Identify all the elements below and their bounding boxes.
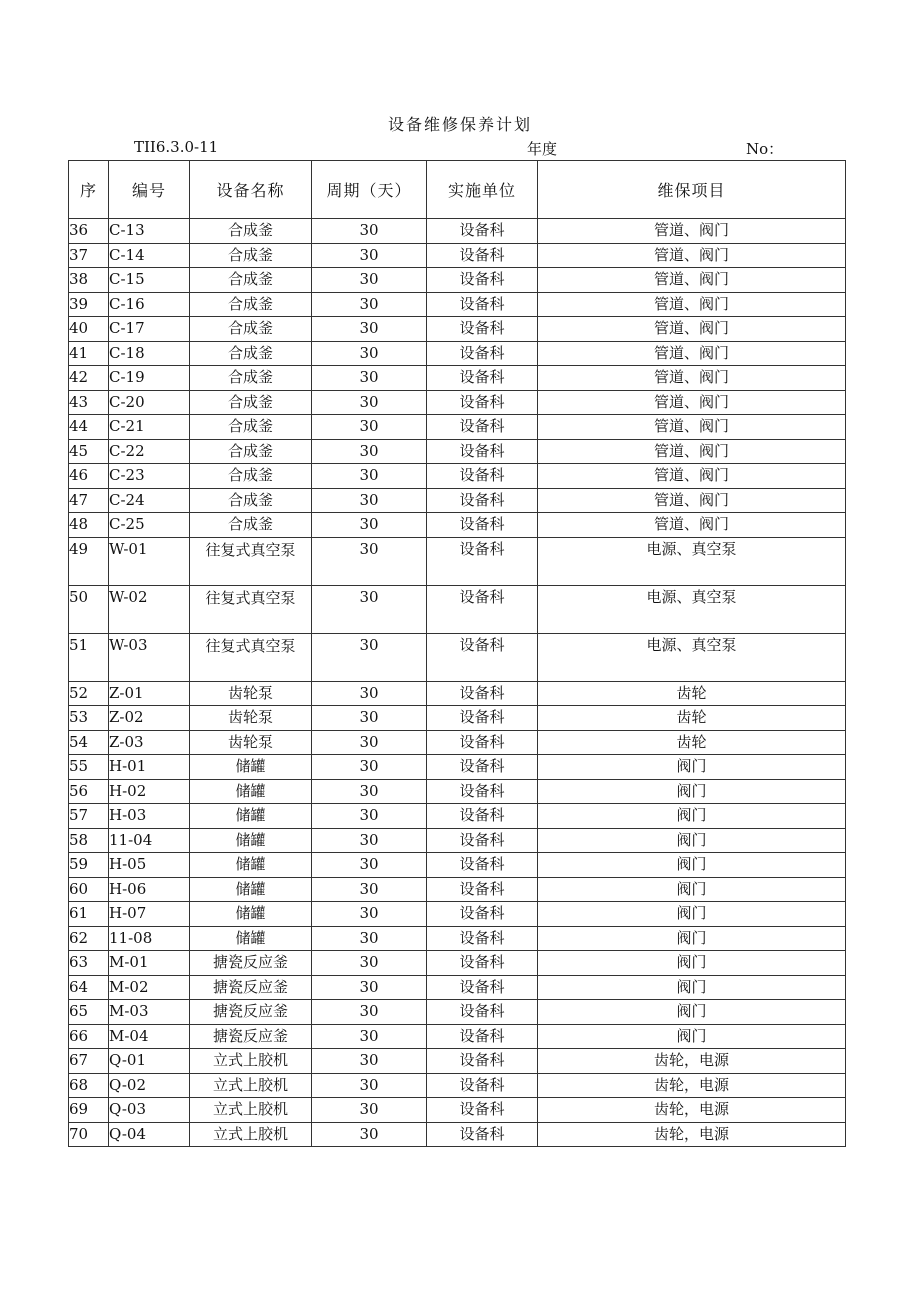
cell-maintenance-item: 阀门: [538, 877, 846, 902]
cell-cycle-days: 30: [312, 317, 427, 342]
cell-maintenance-item: 阀门: [538, 804, 846, 829]
cell-cycle-days: 30: [312, 1098, 427, 1123]
cell-cycle-days: 30: [312, 439, 427, 464]
cell-seq: 67: [69, 1049, 109, 1074]
table-row: [69, 464, 846, 489]
cell-maintenance-item: 电源、真空泵: [538, 633, 846, 681]
cell-code: H-05: [109, 853, 190, 878]
table-row: [69, 439, 846, 464]
cell-equipment-name: 合成釜: [190, 317, 312, 342]
cell-cycle-days: 30: [312, 951, 427, 976]
cell-unit: 设备科: [427, 415, 538, 440]
cell-equipment-name: 储罐: [190, 926, 312, 951]
cell-equipment-name: 合成釜: [190, 513, 312, 538]
cell-cycle-days: 30: [312, 292, 427, 317]
cell-seq: 47: [69, 488, 109, 513]
cell-cycle-days: 30: [312, 513, 427, 538]
table-row: [69, 513, 846, 538]
cell-seq: 69: [69, 1098, 109, 1123]
cell-code: Q-04: [109, 1122, 190, 1147]
cell-cycle-days: 30: [312, 755, 427, 780]
cell-cycle-days: 30: [312, 902, 427, 927]
cell-cycle-days: 30: [312, 366, 427, 391]
cell-cycle-days: 30: [312, 585, 427, 633]
cell-seq: 51: [69, 633, 109, 681]
table-row: [69, 390, 846, 415]
cell-code: H-06: [109, 877, 190, 902]
cell-unit: 设备科: [427, 537, 538, 585]
number-label: No：: [746, 140, 784, 158]
cell-maintenance-item: 齿轮，电源: [538, 1122, 846, 1147]
table-row: [69, 681, 846, 706]
cell-code: Z-02: [109, 706, 190, 731]
cell-maintenance-item: 管道、阀门: [538, 292, 846, 317]
cell-seq: 55: [69, 755, 109, 780]
cell-seq: 64: [69, 975, 109, 1000]
cell-code: W-03: [109, 633, 190, 681]
cell-maintenance-item: 阀门: [538, 975, 846, 1000]
cell-equipment-name: 齿轮泵: [190, 706, 312, 731]
table-row: [69, 975, 846, 1000]
cell-code: C-20: [109, 390, 190, 415]
cell-maintenance-item: 阀门: [538, 755, 846, 780]
cell-code: Z-03: [109, 730, 190, 755]
cell-seq: 60: [69, 877, 109, 902]
cell-unit: 设备科: [427, 292, 538, 317]
cell-equipment-name: 储罐: [190, 804, 312, 829]
table-row: [69, 951, 846, 976]
cell-code: Q-03: [109, 1098, 190, 1123]
cell-cycle-days: 30: [312, 975, 427, 1000]
maintenance-plan-table: [68, 160, 846, 1147]
cell-maintenance-item: 电源、真空泵: [538, 537, 846, 585]
cell-equipment-name: 储罐: [190, 828, 312, 853]
cell-unit: 设备科: [427, 1000, 538, 1025]
cell-code: C-18: [109, 341, 190, 366]
cell-equipment-name: 储罐: [190, 779, 312, 804]
table-row: [69, 1098, 846, 1123]
cell-cycle-days: 30: [312, 415, 427, 440]
cell-cycle-days: 30: [312, 779, 427, 804]
table-row: [69, 804, 846, 829]
table-row: [69, 585, 846, 633]
cell-equipment-name: 立式上胶机: [190, 1049, 312, 1074]
cell-code: Z-01: [109, 681, 190, 706]
cell-seq: 38: [69, 268, 109, 293]
cell-cycle-days: 30: [312, 706, 427, 731]
table-row: [69, 755, 846, 780]
cell-seq: 53: [69, 706, 109, 731]
cell-code: H-01: [109, 755, 190, 780]
table-row: [69, 341, 846, 366]
cell-equipment-name: 立式上胶机: [190, 1122, 312, 1147]
cell-code: M-02: [109, 975, 190, 1000]
cell-seq: 44: [69, 415, 109, 440]
year-label: 年度: [527, 140, 558, 158]
cell-seq: 49: [69, 537, 109, 585]
cell-maintenance-item: 管道、阀门: [538, 415, 846, 440]
cell-unit: 设备科: [427, 730, 538, 755]
cell-equipment-name: 合成釜: [190, 366, 312, 391]
cell-seq: 41: [69, 341, 109, 366]
cell-equipment-name: 储罐: [190, 853, 312, 878]
cell-maintenance-item: 阀门: [538, 828, 846, 853]
cell-cycle-days: 30: [312, 1073, 427, 1098]
cell-code: C-21: [109, 415, 190, 440]
cell-unit: 设备科: [427, 1024, 538, 1049]
cell-equipment-name: 储罐: [190, 902, 312, 927]
cell-unit: 设备科: [427, 975, 538, 1000]
cell-unit: 设备科: [427, 926, 538, 951]
table-row: [69, 268, 846, 293]
cell-equipment-name: 往复式真空泵: [190, 537, 312, 585]
cell-equipment-name: 合成釜: [190, 464, 312, 489]
cell-code: C-15: [109, 268, 190, 293]
cell-seq: 54: [69, 730, 109, 755]
cell-unit: 设备科: [427, 464, 538, 489]
table-row: [69, 415, 846, 440]
cell-equipment-name: 合成釜: [190, 268, 312, 293]
table-row: [69, 1122, 846, 1147]
cell-code: H-03: [109, 804, 190, 829]
cell-seq: 62: [69, 926, 109, 951]
cell-maintenance-item: 管道、阀门: [538, 219, 846, 244]
cell-maintenance-item: 管道、阀门: [538, 366, 846, 391]
table-row: [69, 706, 846, 731]
cell-equipment-name: 合成釜: [190, 341, 312, 366]
cell-unit: 设备科: [427, 902, 538, 927]
cell-seq: 56: [69, 779, 109, 804]
cell-cycle-days: 30: [312, 341, 427, 366]
cell-maintenance-item: 齿轮，电源: [538, 1049, 846, 1074]
cell-equipment-name: 储罐: [190, 877, 312, 902]
cell-maintenance-item: 管道、阀门: [538, 317, 846, 342]
cell-unit: 设备科: [427, 488, 538, 513]
header-cycle: 周期（天）: [312, 161, 427, 219]
cell-maintenance-item: 阀门: [538, 1024, 846, 1049]
table-body: [69, 219, 846, 1147]
cell-unit: 设备科: [427, 513, 538, 538]
cell-seq: 65: [69, 1000, 109, 1025]
cell-unit: 设备科: [427, 1098, 538, 1123]
cell-unit: 设备科: [427, 268, 538, 293]
cell-cycle-days: 30: [312, 1024, 427, 1049]
cell-cycle-days: 30: [312, 537, 427, 585]
cell-cycle-days: 30: [312, 243, 427, 268]
document-code: TII6.3.0-11: [134, 138, 219, 156]
cell-equipment-name: 合成釜: [190, 219, 312, 244]
cell-code: C-23: [109, 464, 190, 489]
cell-cycle-days: 30: [312, 1122, 427, 1147]
cell-seq: 37: [69, 243, 109, 268]
cell-maintenance-item: 管道、阀门: [538, 341, 846, 366]
table-row: [69, 317, 846, 342]
cell-seq: 52: [69, 681, 109, 706]
cell-unit: 设备科: [427, 317, 538, 342]
table-row: [69, 537, 846, 585]
cell-code: C-22: [109, 439, 190, 464]
cell-cycle-days: 30: [312, 828, 427, 853]
table-row: [69, 730, 846, 755]
header-code: 编号: [109, 161, 190, 219]
cell-code: M-03: [109, 1000, 190, 1025]
cell-cycle-days: 30: [312, 633, 427, 681]
cell-code: Q-01: [109, 1049, 190, 1074]
cell-seq: 66: [69, 1024, 109, 1049]
cell-unit: 设备科: [427, 1073, 538, 1098]
cell-unit: 设备科: [427, 1122, 538, 1147]
header-unit: 实施单位: [427, 161, 538, 219]
table-row: [69, 292, 846, 317]
table-row: [69, 1024, 846, 1049]
cell-maintenance-item: 管道、阀门: [538, 439, 846, 464]
cell-cycle-days: 30: [312, 681, 427, 706]
cell-unit: 设备科: [427, 585, 538, 633]
cell-maintenance-item: 阀门: [538, 853, 846, 878]
cell-unit: 设备科: [427, 755, 538, 780]
cell-equipment-name: 立式上胶机: [190, 1073, 312, 1098]
cell-seq: 40: [69, 317, 109, 342]
table-row: [69, 488, 846, 513]
cell-unit: 设备科: [427, 219, 538, 244]
cell-maintenance-item: 齿轮，电源: [538, 1073, 846, 1098]
cell-code: Q-02: [109, 1073, 190, 1098]
cell-seq: 61: [69, 902, 109, 927]
table-row: [69, 219, 846, 244]
cell-cycle-days: 30: [312, 488, 427, 513]
table-row: [69, 1073, 846, 1098]
cell-unit: 设备科: [427, 877, 538, 902]
table-row: [69, 853, 846, 878]
cell-equipment-name: 合成釜: [190, 390, 312, 415]
cell-equipment-name: 合成釜: [190, 488, 312, 513]
cell-cycle-days: 30: [312, 390, 427, 415]
cell-unit: 设备科: [427, 390, 538, 415]
cell-cycle-days: 30: [312, 219, 427, 244]
table-row: [69, 1000, 846, 1025]
cell-unit: 设备科: [427, 439, 538, 464]
cell-equipment-name: 齿轮泵: [190, 730, 312, 755]
cell-unit: 设备科: [427, 828, 538, 853]
cell-code: C-19: [109, 366, 190, 391]
cell-unit: 设备科: [427, 706, 538, 731]
cell-seq: 46: [69, 464, 109, 489]
cell-seq: 63: [69, 951, 109, 976]
cell-equipment-name: 齿轮泵: [190, 681, 312, 706]
cell-maintenance-item: 阀门: [538, 902, 846, 927]
cell-seq: 58: [69, 828, 109, 853]
cell-maintenance-item: 电源、真空泵: [538, 585, 846, 633]
cell-cycle-days: 30: [312, 268, 427, 293]
cell-cycle-days: 30: [312, 877, 427, 902]
cell-equipment-name: 立式上胶机: [190, 1098, 312, 1123]
cell-seq: 36: [69, 219, 109, 244]
cell-maintenance-item: 齿轮，电源: [538, 1098, 846, 1123]
cell-seq: 39: [69, 292, 109, 317]
cell-code: H-02: [109, 779, 190, 804]
cell-maintenance-item: 齿轮: [538, 706, 846, 731]
cell-equipment-name: 合成釜: [190, 415, 312, 440]
table-row: [69, 926, 846, 951]
cell-seq: 48: [69, 513, 109, 538]
header-seq: 序: [69, 161, 109, 219]
cell-cycle-days: 30: [312, 464, 427, 489]
header-name: 设备名称: [190, 161, 312, 219]
cell-code: W-01: [109, 537, 190, 585]
table-header-row: [69, 161, 846, 219]
page-title: 设备维修保养计划: [387, 115, 532, 134]
cell-cycle-days: 30: [312, 853, 427, 878]
cell-equipment-name: 合成釜: [190, 439, 312, 464]
table-row: [69, 243, 846, 268]
cell-unit: 设备科: [427, 633, 538, 681]
cell-maintenance-item: 管道、阀门: [538, 464, 846, 489]
cell-cycle-days: 30: [312, 926, 427, 951]
cell-maintenance-item: 阀门: [538, 1000, 846, 1025]
cell-code: C-13: [109, 219, 190, 244]
cell-code: M-04: [109, 1024, 190, 1049]
cell-code: C-17: [109, 317, 190, 342]
table-row: [69, 828, 846, 853]
cell-unit: 设备科: [427, 853, 538, 878]
cell-code: 11-08: [109, 926, 190, 951]
table-row: [69, 1049, 846, 1074]
cell-equipment-name: 往复式真空泵: [190, 585, 312, 633]
cell-code: W-02: [109, 585, 190, 633]
cell-maintenance-item: 齿轮: [538, 730, 846, 755]
cell-code: C-24: [109, 488, 190, 513]
cell-unit: 设备科: [427, 1049, 538, 1074]
cell-maintenance-item: 齿轮: [538, 681, 846, 706]
cell-equipment-name: 搪瓷反应釜: [190, 1000, 312, 1025]
table-row: [69, 633, 846, 681]
cell-maintenance-item: 阀门: [538, 926, 846, 951]
cell-unit: 设备科: [427, 366, 538, 391]
cell-unit: 设备科: [427, 804, 538, 829]
cell-unit: 设备科: [427, 951, 538, 976]
cell-cycle-days: 30: [312, 804, 427, 829]
cell-equipment-name: 储罐: [190, 755, 312, 780]
table-row: [69, 877, 846, 902]
cell-equipment-name: 搪瓷反应釜: [190, 1024, 312, 1049]
cell-cycle-days: 30: [312, 1000, 427, 1025]
cell-seq: 57: [69, 804, 109, 829]
cell-equipment-name: 搪瓷反应釜: [190, 975, 312, 1000]
table-row: [69, 366, 846, 391]
cell-unit: 设备科: [427, 243, 538, 268]
cell-seq: 50: [69, 585, 109, 633]
cell-seq: 42: [69, 366, 109, 391]
cell-code: C-16: [109, 292, 190, 317]
table-row: [69, 779, 846, 804]
cell-code: M-01: [109, 951, 190, 976]
cell-code: H-07: [109, 902, 190, 927]
cell-unit: 设备科: [427, 681, 538, 706]
cell-unit: 设备科: [427, 341, 538, 366]
cell-cycle-days: 30: [312, 1049, 427, 1074]
cell-maintenance-item: 管道、阀门: [538, 488, 846, 513]
cell-code: C-14: [109, 243, 190, 268]
cell-maintenance-item: 管道、阀门: [538, 243, 846, 268]
cell-seq: 68: [69, 1073, 109, 1098]
cell-code: C-25: [109, 513, 190, 538]
cell-equipment-name: 合成釜: [190, 292, 312, 317]
cell-equipment-name: 往复式真空泵: [190, 633, 312, 681]
cell-cycle-days: 30: [312, 730, 427, 755]
cell-seq: 45: [69, 439, 109, 464]
cell-unit: 设备科: [427, 779, 538, 804]
cell-equipment-name: 搪瓷反应釜: [190, 951, 312, 976]
cell-maintenance-item: 阀门: [538, 951, 846, 976]
cell-maintenance-item: 阀门: [538, 779, 846, 804]
cell-code: 11-04: [109, 828, 190, 853]
header-item: 维保项目: [538, 161, 846, 219]
cell-maintenance-item: 管道、阀门: [538, 390, 846, 415]
cell-seq: 43: [69, 390, 109, 415]
cell-maintenance-item: 管道、阀门: [538, 268, 846, 293]
cell-seq: 59: [69, 853, 109, 878]
table-row: [69, 902, 846, 927]
cell-seq: 70: [69, 1122, 109, 1147]
cell-maintenance-item: 管道、阀门: [538, 513, 846, 538]
cell-equipment-name: 合成釜: [190, 243, 312, 268]
